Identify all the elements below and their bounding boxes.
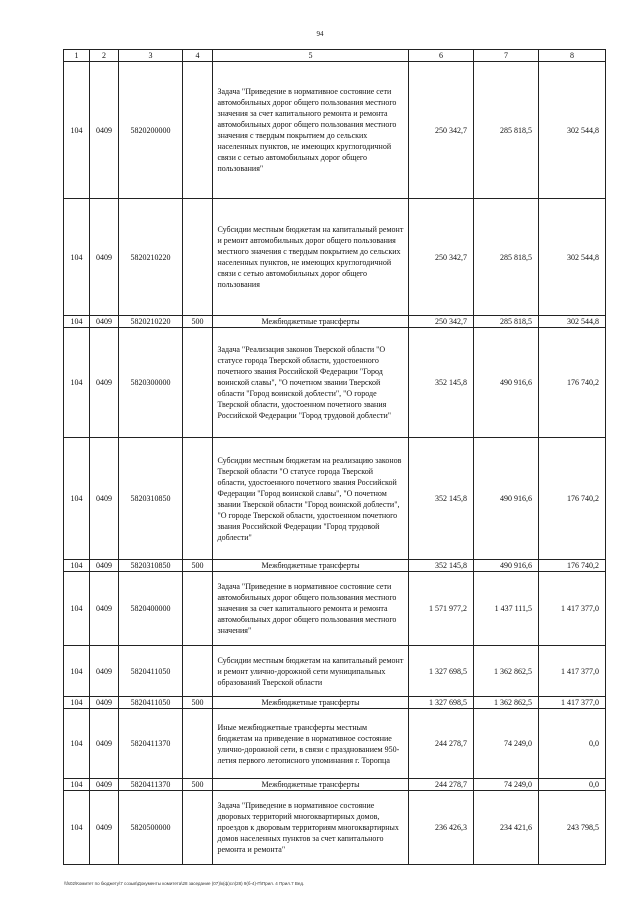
cell-value-7: 285 818,5 xyxy=(474,199,539,316)
cell-value-8: 0,0 xyxy=(539,709,606,779)
cell-value-8: 176 740,2 xyxy=(539,560,606,572)
cell-description xyxy=(213,697,409,709)
cell-section: 104 xyxy=(64,316,90,328)
header-col-7: 7 xyxy=(474,50,539,62)
cell-expense-type xyxy=(183,328,213,438)
cell-value-7: 490 916,6 xyxy=(474,438,539,560)
header-row xyxy=(64,50,606,62)
cell-section: 104 xyxy=(64,62,90,199)
cell-expense-type xyxy=(183,646,213,697)
table-row xyxy=(64,791,606,865)
cell-subsection: 0409 xyxy=(90,560,119,572)
cell-section: 104 xyxy=(64,697,90,709)
table-row xyxy=(64,572,606,646)
cell-value-6: 1 571 977,2 xyxy=(409,572,474,646)
cell-value-8: 302 544,8 xyxy=(539,316,606,328)
cell-section: 104 xyxy=(64,560,90,572)
cell-target-code: 5820200000 xyxy=(119,62,183,199)
description-text: Субсидии местным бюджетам на реализацию законов Тверской области "О статусе города Тверской области, удостоенного почетного звания Российской Федерации "Город воинской славы", "О почетном звании Тверской области "Город воинской доблести", "О городе Тверской области, удостоенном почетного звания Российской Федерации "Город трудовой доблести" xyxy=(217,455,402,542)
cell-target-code: 5820400000 xyxy=(119,572,183,646)
cell-value-8: 243 798,5 xyxy=(539,791,606,865)
description-text: Иные межбюджетные трансферты местным бюджетам на приведение в нормативное состояние улично-дорожной сети, в связи с празднованием 950-летия первого летописного упоминания г. Торопца xyxy=(217,722,400,765)
cell-value-6: 236 426,3 xyxy=(409,791,474,865)
header-col-5: 5 xyxy=(213,50,409,62)
cell-target-code: 5820411050 xyxy=(119,646,183,697)
table-row xyxy=(64,646,606,697)
cell-section: 104 xyxy=(64,438,90,560)
header-col-8: 8 xyxy=(539,50,606,62)
cell-section: 104 xyxy=(64,199,90,316)
cell-subsection: 0409 xyxy=(90,316,119,328)
budget-table xyxy=(63,49,606,865)
cell-subsection: 0409 xyxy=(90,199,119,316)
cell-expense-type: 500 xyxy=(183,316,213,328)
table-row xyxy=(64,328,606,438)
cell-value-8: 176 740,2 xyxy=(539,438,606,560)
cell-description xyxy=(213,646,409,697)
description-text: Межбюджетные трансферты xyxy=(261,698,360,707)
cell-description xyxy=(213,438,409,560)
cell-subsection: 0409 xyxy=(90,791,119,865)
header-col-6: 6 xyxy=(409,50,474,62)
cell-value-6: 352 145,8 xyxy=(409,560,474,572)
cell-target-code: 5820300000 xyxy=(119,328,183,438)
cell-value-6: 1 327 698,5 xyxy=(409,697,474,709)
cell-value-6: 352 145,8 xyxy=(409,438,474,560)
cell-description xyxy=(213,316,409,328)
cell-target-code: 5820411370 xyxy=(119,709,183,779)
cell-value-6: 244 278,7 xyxy=(409,779,474,791)
cell-value-6: 1 327 698,5 xyxy=(409,646,474,697)
table-row xyxy=(64,709,606,779)
cell-subsection: 0409 xyxy=(90,62,119,199)
cell-expense-type xyxy=(183,709,213,779)
table-row xyxy=(64,316,606,328)
cell-value-6: 250 342,7 xyxy=(409,199,474,316)
cell-value-8: 1 417 377,0 xyxy=(539,572,606,646)
cell-subsection: 0409 xyxy=(90,438,119,560)
cell-description xyxy=(213,560,409,572)
description-text: Межбюджетные трансферты xyxy=(261,780,360,789)
table-row xyxy=(64,697,606,709)
cell-expense-type xyxy=(183,438,213,560)
description-text: Межбюджетные трансферты xyxy=(261,317,360,326)
cell-target-code: 5820210220 xyxy=(119,199,183,316)
footer-file-path: \\fs02\Комитет по бюджету\7 созыв\Документы комитета\28 заседание (07)\к(ф)сл(28) 9(б-4)-П\Прил. 4 Прил.7 Вед. xyxy=(64,881,305,886)
header-col-1: 1 xyxy=(64,50,90,62)
cell-subsection: 0409 xyxy=(90,779,119,791)
cell-expense-type: 500 xyxy=(183,697,213,709)
page-number: 94 xyxy=(316,30,324,38)
cell-value-7: 234 421,6 xyxy=(474,791,539,865)
cell-value-7: 1 437 111,5 xyxy=(474,572,539,646)
description-text: Субсидии местным бюджетам на капитальный ремонт и ремонт улично-дорожной сети муниципальных образований Тверской области xyxy=(217,655,404,687)
table-row xyxy=(64,779,606,791)
cell-value-7: 1 362 862,5 xyxy=(474,697,539,709)
description-text: Субсидии местным бюджетам на капитальный ремонт и ремонт автомобильных дорог общего пользования местного значения с твердым покрытием до сельских населенных пунктов, не имеющих круглогодичной связи с сетью автомобильных дорог общего пользования xyxy=(217,225,404,289)
cell-value-8: 302 544,8 xyxy=(539,62,606,199)
cell-value-8: 1 417 377,0 xyxy=(539,646,606,697)
cell-value-7: 1 362 862,5 xyxy=(474,646,539,697)
cell-description xyxy=(213,791,409,865)
cell-description xyxy=(213,572,409,646)
table-row xyxy=(64,62,606,199)
cell-value-6: 244 278,7 xyxy=(409,709,474,779)
cell-target-code: 5820500000 xyxy=(119,791,183,865)
cell-expense-type xyxy=(183,572,213,646)
cell-section: 104 xyxy=(64,709,90,779)
cell-value-8: 302 544,8 xyxy=(539,199,606,316)
cell-subsection: 0409 xyxy=(90,709,119,779)
cell-description xyxy=(213,709,409,779)
cell-target-code: 5820210220 xyxy=(119,316,183,328)
cell-section: 104 xyxy=(64,779,90,791)
cell-value-7: 285 818,5 xyxy=(474,62,539,199)
cell-value-7: 490 916,6 xyxy=(474,328,539,438)
description-text: Задача "Реализация законов Тверской области "О статусе города Тверской области, удостоенного почетного звания Российской Федерации "Город воинской славы", "О почетном звании Тверской области "Город воинской доблести", "О городе Тверской области, удостоенном почетного звания Российской Федерации "Город трудовой доблести" xyxy=(217,345,392,420)
description-text: Задача "Приведение в нормативное состояние сети автомобильных дорог общего пользования местного значения за счет капитального ремонта и ремонта автомобильных дорог общего пользования местного значения" xyxy=(217,582,397,635)
cell-value-8: 1 417 377,0 xyxy=(539,697,606,709)
cell-target-code: 5820310850 xyxy=(119,560,183,572)
cell-value-7: 74 249,0 xyxy=(474,779,539,791)
table-row xyxy=(64,438,606,560)
header-col-3: 3 xyxy=(119,50,183,62)
cell-subsection: 0409 xyxy=(90,572,119,646)
cell-expense-type xyxy=(183,62,213,199)
cell-value-6: 250 342,7 xyxy=(409,62,474,199)
cell-value-7: 285 818,5 xyxy=(474,316,539,328)
cell-expense-type: 500 xyxy=(183,779,213,791)
table-row xyxy=(64,560,606,572)
cell-value-8: 0,0 xyxy=(539,779,606,791)
cell-target-code: 5820411050 xyxy=(119,697,183,709)
cell-value-6: 352 145,8 xyxy=(409,328,474,438)
cell-expense-type xyxy=(183,791,213,865)
table-row xyxy=(64,199,606,316)
cell-target-code: 5820411370 xyxy=(119,779,183,791)
cell-description xyxy=(213,62,409,199)
header-col-4: 4 xyxy=(183,50,213,62)
cell-value-6: 250 342,7 xyxy=(409,316,474,328)
cell-subsection: 0409 xyxy=(90,328,119,438)
header-col-2: 2 xyxy=(90,50,119,62)
description-text: Задача "Приведение в нормативное состояние дворовых территорий многоквартирных домов, проездов к дворовым территориям многоквартирных домов населенных пунктов за счет капитального ремонта и ремонта" xyxy=(217,801,399,854)
cell-value-8: 176 740,2 xyxy=(539,328,606,438)
cell-section: 104 xyxy=(64,572,90,646)
cell-subsection: 0409 xyxy=(90,646,119,697)
cell-target-code: 5820310850 xyxy=(119,438,183,560)
cell-description xyxy=(213,328,409,438)
cell-section: 104 xyxy=(64,646,90,697)
cell-expense-type xyxy=(183,199,213,316)
cell-description xyxy=(213,199,409,316)
cell-section: 104 xyxy=(64,791,90,865)
cell-value-7: 74 249,0 xyxy=(474,709,539,779)
description-text: Задача "Приведение в нормативное состояние сети автомобильных дорог общего пользования местного значения за счет капитального ремонта и ремонта автомобильных дорог общего пользования местного значения с твердым покрытием до сельских населенных пунктов, не имеющих круглогодичной связи с сетью автомобильных дорог общего пользования" xyxy=(217,87,397,173)
cell-subsection: 0409 xyxy=(90,697,119,709)
cell-description xyxy=(213,779,409,791)
cell-expense-type: 500 xyxy=(183,560,213,572)
description-text: Межбюджетные трансферты xyxy=(261,561,360,570)
cell-section: 104 xyxy=(64,328,90,438)
cell-value-7: 490 916,6 xyxy=(474,560,539,572)
